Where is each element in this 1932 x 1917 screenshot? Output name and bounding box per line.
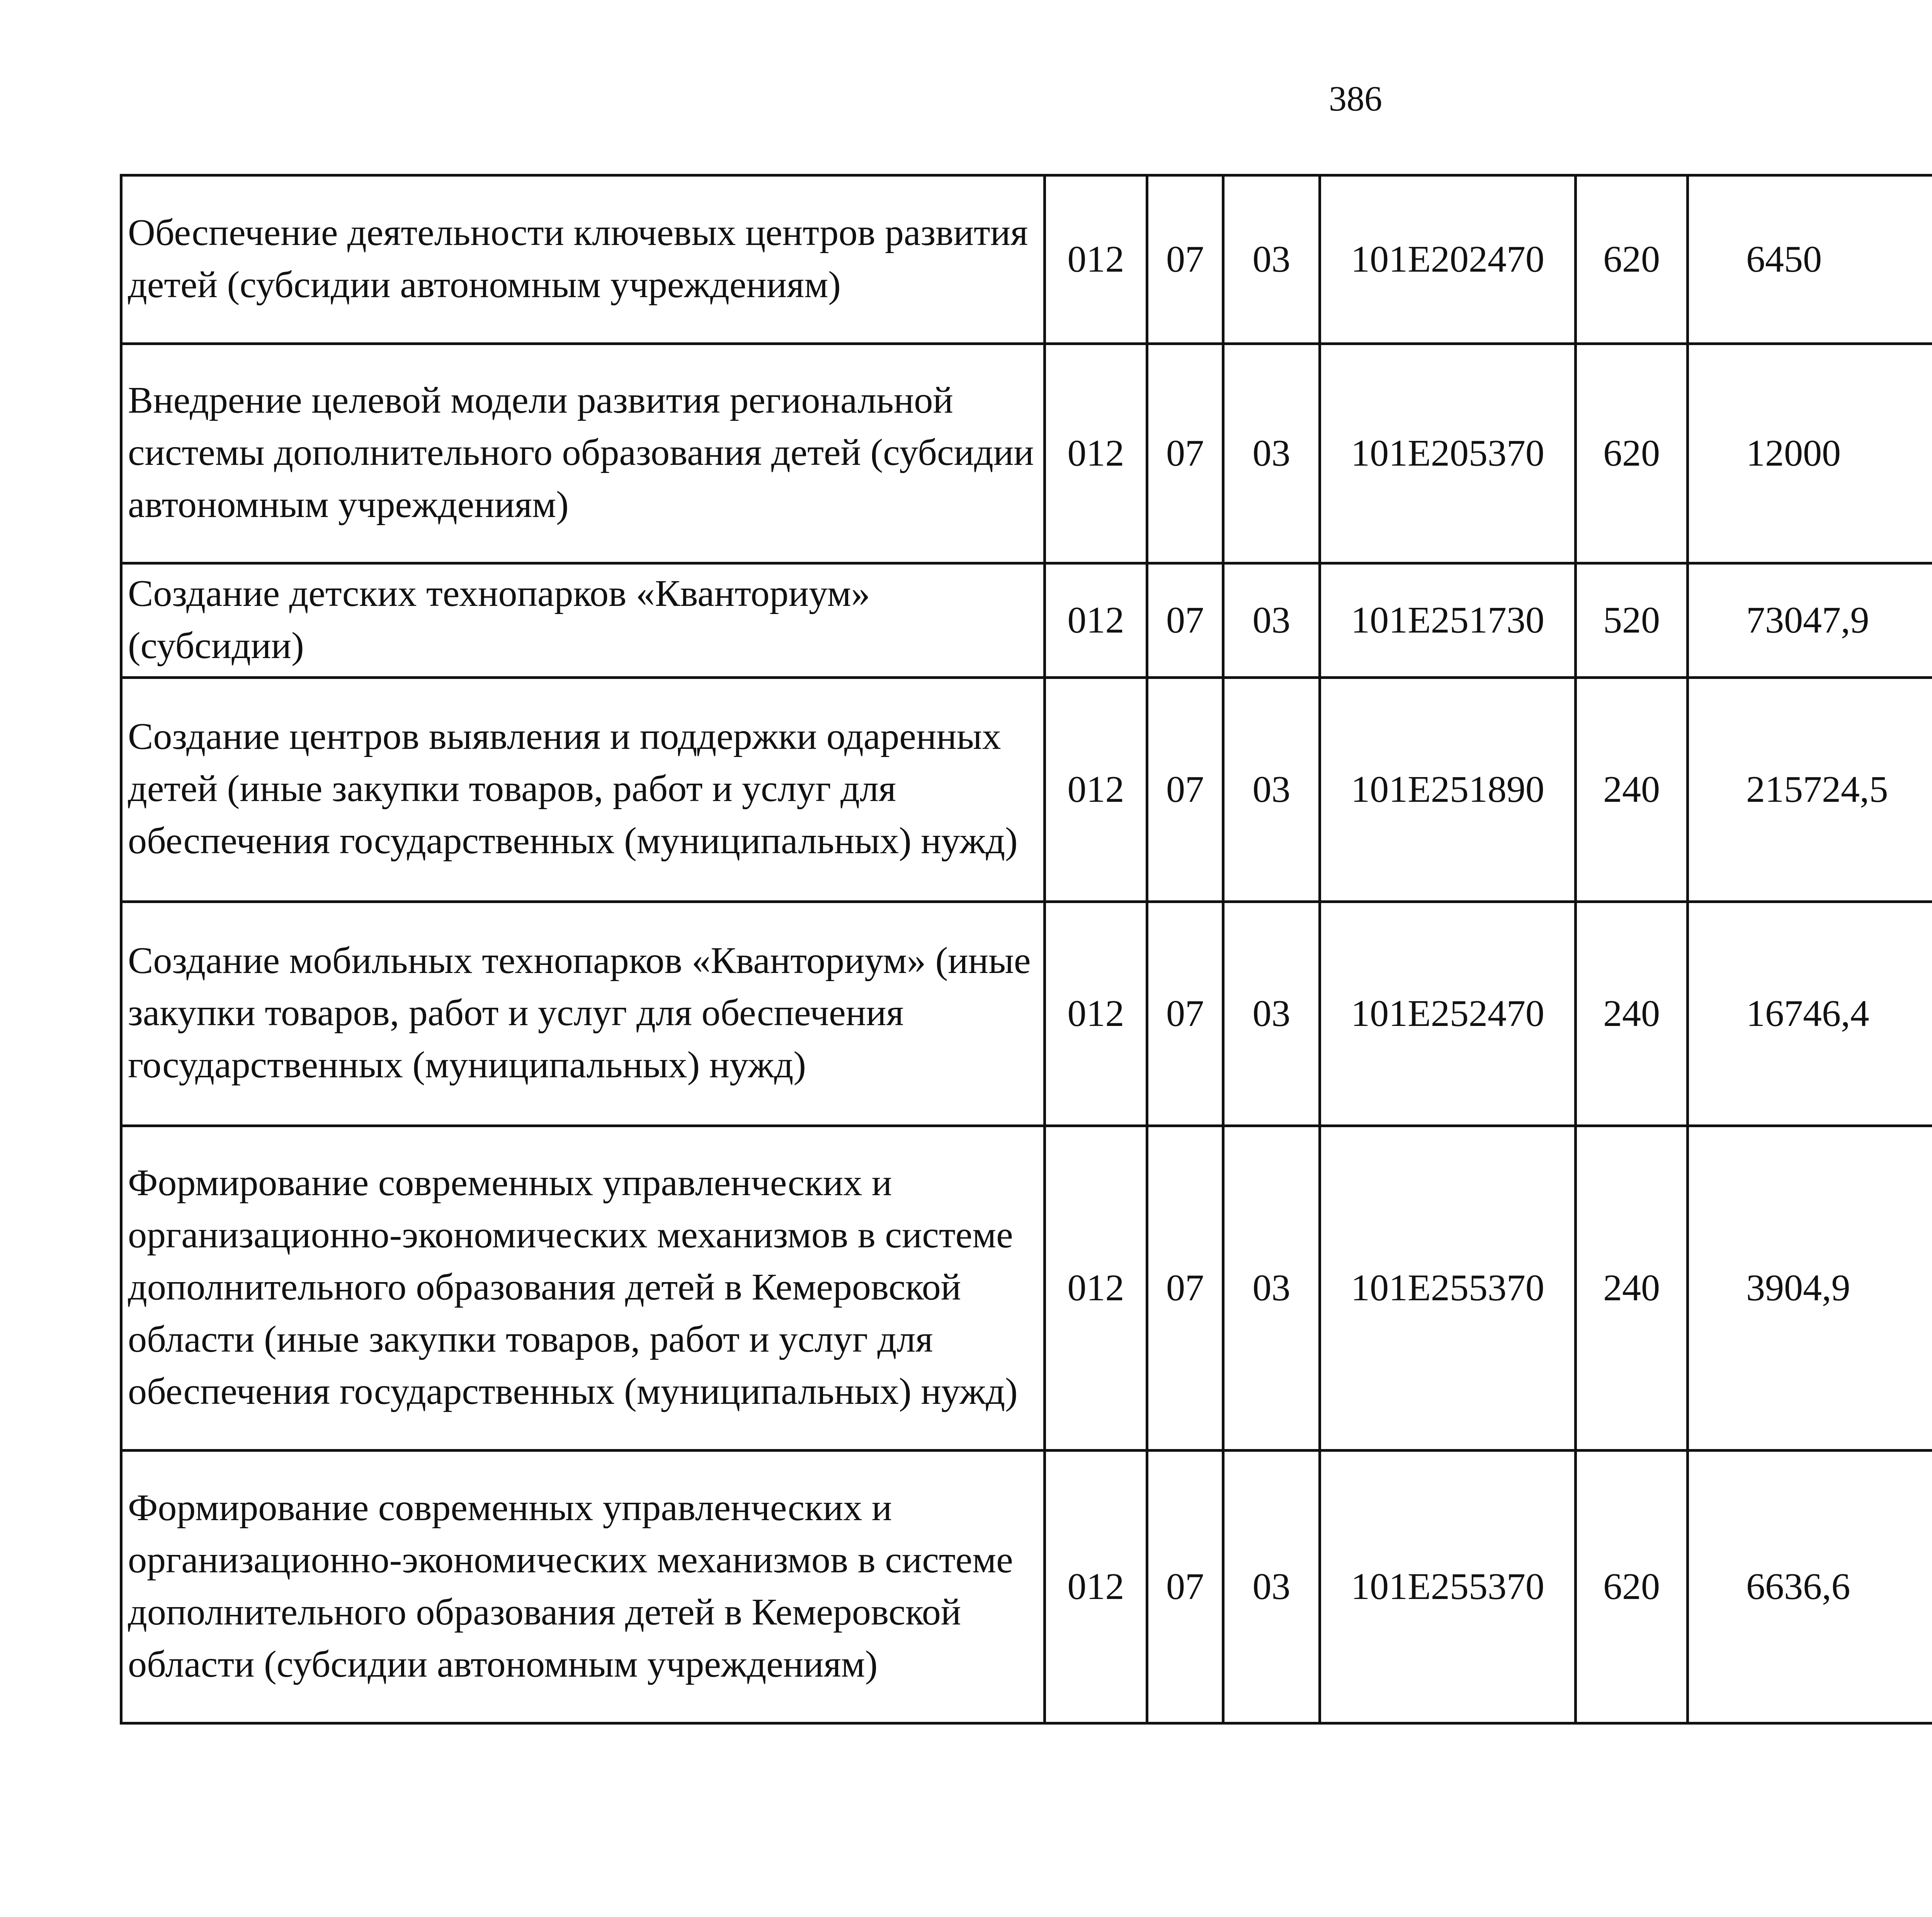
section-code: 07 (1147, 1126, 1223, 1451)
expense-type-code: 240 (1576, 902, 1688, 1126)
section-code: 07 (1147, 678, 1223, 902)
subsection-code: 03 (1223, 678, 1320, 902)
row-description: Формирование современных управленческих и организационно-экономических механизмов в системе дополнительного образования детей в Кемеровской области (иные закупки товаров, работ и услуг для обеспечения государственных (муниципальных) нужд) (121, 1126, 1045, 1451)
amount-value: 73047,9 (1688, 563, 1932, 678)
ministry-code: 012 (1045, 1451, 1147, 1723)
subsection-code: 03 (1223, 1126, 1320, 1451)
page-number: 386 (1329, 79, 1382, 118)
subsection-code: 03 (1223, 902, 1320, 1126)
row-description: Внедрение целевой модели развития региональной системы дополнительного образования детей (субсидии автономным учреждениям) (121, 344, 1045, 563)
table-row (121, 344, 1932, 563)
expense-type-code: 240 (1576, 1126, 1688, 1451)
target-article-code: 101Е202470 (1320, 175, 1576, 344)
section-code: 07 (1147, 344, 1223, 563)
amount-value: 12000 (1688, 344, 1932, 563)
section-code: 07 (1147, 175, 1223, 344)
row-description: Создание детских технопарков «Кванториум» (субсидии) (121, 563, 1045, 678)
ministry-code: 012 (1045, 563, 1147, 678)
section-code: 07 (1147, 902, 1223, 1126)
amount-value: 6450 (1688, 175, 1932, 344)
ministry-code: 012 (1045, 175, 1147, 344)
table-row (121, 678, 1932, 902)
target-article-code: 101Е255370 (1320, 1451, 1576, 1723)
table-row (121, 902, 1932, 1126)
section-code: 07 (1147, 563, 1223, 678)
subsection-code: 03 (1223, 344, 1320, 563)
ministry-code: 012 (1045, 344, 1147, 563)
target-article-code: 101Е251730 (1320, 563, 1576, 678)
table-row (121, 1126, 1932, 1451)
target-article-code: 101Е205370 (1320, 344, 1576, 563)
amount-value: 3904,9 (1688, 1126, 1932, 1451)
ministry-code: 012 (1045, 1126, 1147, 1451)
table-row (121, 563, 1932, 678)
subsection-code: 03 (1223, 175, 1320, 344)
section-code: 07 (1147, 1451, 1223, 1723)
row-description: Формирование современных управленческих и организационно-экономических механизмов в системе дополнительного образования детей в Кемеровской области (субсидии автономным учреждениям) (121, 1451, 1045, 1723)
expense-type-code: 520 (1576, 563, 1688, 678)
amount-value: 16746,4 (1688, 902, 1932, 1126)
expense-type-code: 240 (1576, 678, 1688, 902)
target-article-code: 101Е255370 (1320, 1126, 1576, 1451)
ministry-code: 012 (1045, 678, 1147, 902)
row-description: Создание мобильных технопарков «Кванториум» (иные закупки товаров, работ и услуг для обеспечения государственных (муниципальных) нужд) (121, 902, 1045, 1126)
budget-table (120, 174, 1932, 1725)
row-description: Создание центров выявления и поддержки одаренных детей (иные закупки товаров, работ и услуг для обеспечения государственных (муниципальных) нужд) (121, 678, 1045, 902)
amount-value: 6636,6 (1688, 1451, 1932, 1723)
target-article-code: 101Е251890 (1320, 678, 1576, 902)
row-description: Обеспечение деятельности ключевых центров развития детей (субсидии автономным учреждениям) (121, 175, 1045, 344)
subsection-code: 03 (1223, 563, 1320, 678)
expense-type-code: 620 (1576, 344, 1688, 563)
expense-type-code: 620 (1576, 175, 1688, 344)
table-row (121, 1451, 1932, 1723)
subsection-code: 03 (1223, 1451, 1320, 1723)
amount-value: 215724,5 (1688, 678, 1932, 902)
expense-type-code: 620 (1576, 1451, 1688, 1723)
table-row (121, 175, 1932, 344)
target-article-code: 101Е252470 (1320, 902, 1576, 1126)
ministry-code: 012 (1045, 902, 1147, 1126)
